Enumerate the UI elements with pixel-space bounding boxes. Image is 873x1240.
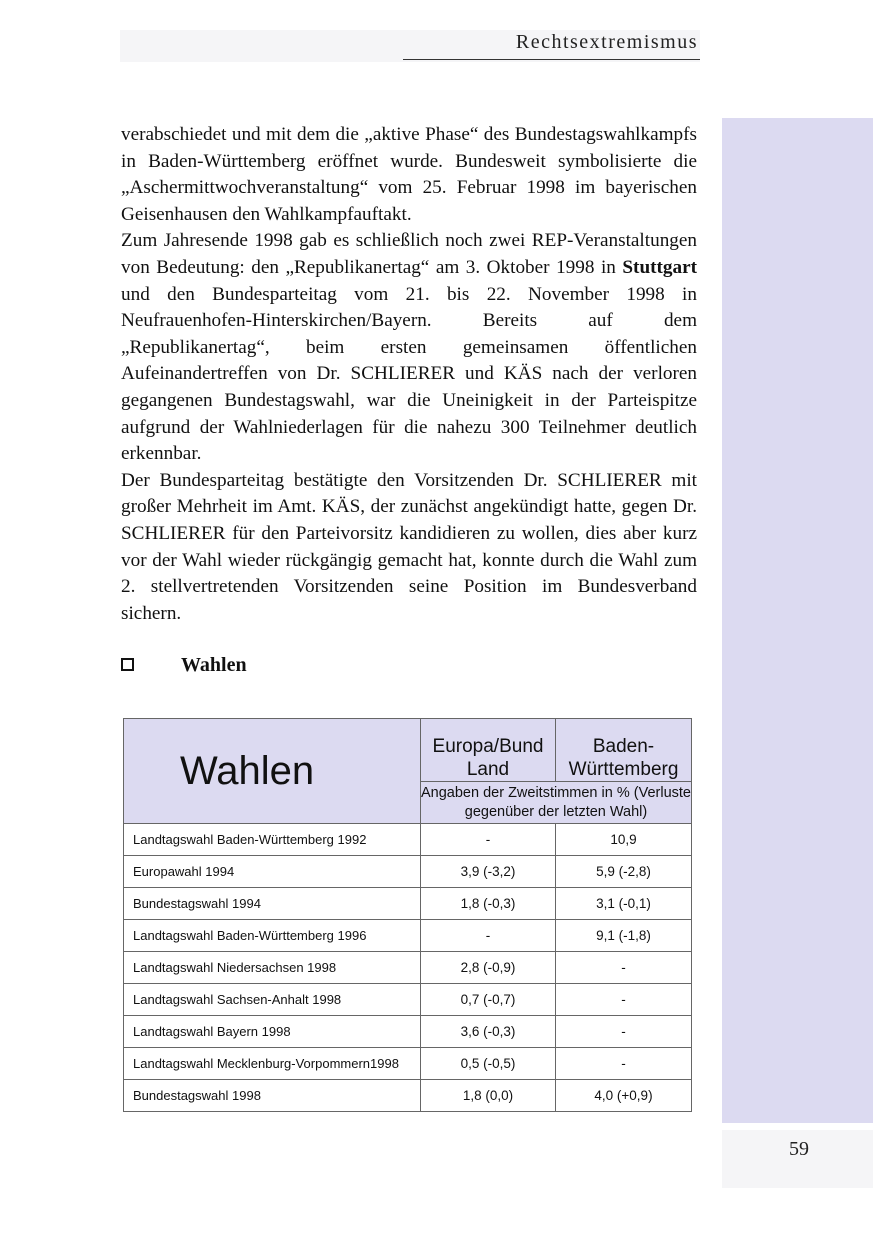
row-label: Landtagswahl Sachsen-Anhalt 1998 xyxy=(124,984,421,1016)
page-number: 59 xyxy=(789,1138,809,1160)
paragraph-2-bold: Stuttgart xyxy=(622,256,697,278)
table-title: Wahlen xyxy=(124,719,421,824)
value-europa-bund: 0,7 (-0,7) xyxy=(421,984,556,1016)
header-rule xyxy=(403,59,700,60)
value-europa-bund: - xyxy=(421,824,556,856)
row-label: Bundestagswahl 1994 xyxy=(124,888,421,920)
section-title: Wahlen xyxy=(181,654,247,676)
table-row xyxy=(124,920,692,952)
value-europa-bund: 1,8 (-0,3) xyxy=(421,888,556,920)
paragraph-1: verabschiedet und mit dem die „aktive Phase“ des Bundestagswahlkampfs in Baden-Württemberg eröffnet wurde. Bundesweit symbolisierte die „Aschermittwochveranstaltung“ vom 25. Februar 1998 im bayerischen Geisenhausen den Wahlkampfauftakt. xyxy=(121,124,697,225)
election-results-table xyxy=(123,718,692,1112)
value-europa-bund: 3,6 (-0,3) xyxy=(421,1016,556,1048)
checkbox-bullet-icon xyxy=(121,658,134,671)
value-baden-wuerttemberg: - xyxy=(556,1048,692,1080)
body-text xyxy=(121,122,697,627)
column-header-baden-wuerttemberg: Baden-Württemberg xyxy=(556,719,692,782)
row-label: Europawahl 1994 xyxy=(124,856,421,888)
row-label: Landtagswahl Baden-Württemberg 1992 xyxy=(124,824,421,856)
value-baden-wuerttemberg: - xyxy=(556,952,692,984)
value-baden-wuerttemberg: - xyxy=(556,1016,692,1048)
table-row xyxy=(124,1016,692,1048)
paragraph-2 xyxy=(121,228,697,467)
paragraph-2-end: und den Bundesparteitag vom 21. bis 22. November 1998 in Neufrauenhofen-Hinterskirchen/Bayern. Bereits auf dem „Republikanertag“, beim ersten gemeinsamen öffentlichen Aufeinandertreffen von Dr. SCHLIERER und KÄS nach der verloren gegangenen Bundestagswahl, war die Uneinigkeit in der Parteispitze aufgrund der Wahlniederlagen für die nahezu 300 Teilnehmer deutlich erkennbar. xyxy=(121,283,697,465)
row-label: Landtagswahl Niedersachsen 1998 xyxy=(124,952,421,984)
column-subheader: Angaben der Zweitstimmen in % (Verluste gegenüber der letzten Wahl) xyxy=(421,782,692,824)
row-label: Landtagswahl Mecklenburg-Vorpommern1998 xyxy=(124,1048,421,1080)
row-label: Landtagswahl Baden-Württemberg 1996 xyxy=(124,920,421,952)
value-baden-wuerttemberg: 10,9 xyxy=(556,824,692,856)
column-header-europa-bund-land: Europa/Bund Land xyxy=(421,719,556,782)
running-title: Rechtsextremismus xyxy=(515,31,698,53)
paragraph-3: Der Bundesparteitag bestätigte den Vorsitzenden Dr. SCHLIERER mit großer Mehrheit im Amt. KÄS, der zunächst angekündigt hatte, gegen Dr. SCHLIERER für den Parteivorsitz kandidieren zu wollen, dies aber kurz vor der Wahl wieder rückgängig gemacht hat, konnte durch die Wahl zum 2. stellvertretenden Vorsitzenden seine Position im Bundesverband sichern. xyxy=(121,469,697,624)
value-europa-bund: 0,5 (-0,5) xyxy=(421,1048,556,1080)
value-europa-bund: 3,9 (-3,2) xyxy=(421,856,556,888)
side-margin-bar xyxy=(722,118,873,1123)
table-row xyxy=(124,952,692,984)
value-europa-bund: - xyxy=(421,920,556,952)
table-row xyxy=(124,984,692,1016)
value-baden-wuerttemberg: - xyxy=(556,984,692,1016)
paragraph-2-start: Zum Jahresende 1998 gab es schließlich noch zwei REP-Veranstaltungen von Bedeutung: den „Republikanertag“ am 3. Oktober 1998 in xyxy=(121,230,697,278)
table-row xyxy=(124,1048,692,1080)
row-label: Landtagswahl Bayern 1998 xyxy=(124,1016,421,1048)
table-row xyxy=(124,888,692,920)
value-europa-bund: 1,8 (0,0) xyxy=(421,1080,556,1112)
value-baden-wuerttemberg: 5,9 (-2,8) xyxy=(556,856,692,888)
row-label: Bundestagswahl 1998 xyxy=(124,1080,421,1112)
table-row xyxy=(124,856,692,888)
value-europa-bund: 2,8 (-0,9) xyxy=(421,952,556,984)
table-row xyxy=(124,824,692,856)
value-baden-wuerttemberg: 3,1 (-0,1) xyxy=(556,888,692,920)
value-baden-wuerttemberg: 4,0 (+0,9) xyxy=(556,1080,692,1112)
value-baden-wuerttemberg: 9,1 (-1,8) xyxy=(556,920,692,952)
table-row xyxy=(124,1080,692,1112)
